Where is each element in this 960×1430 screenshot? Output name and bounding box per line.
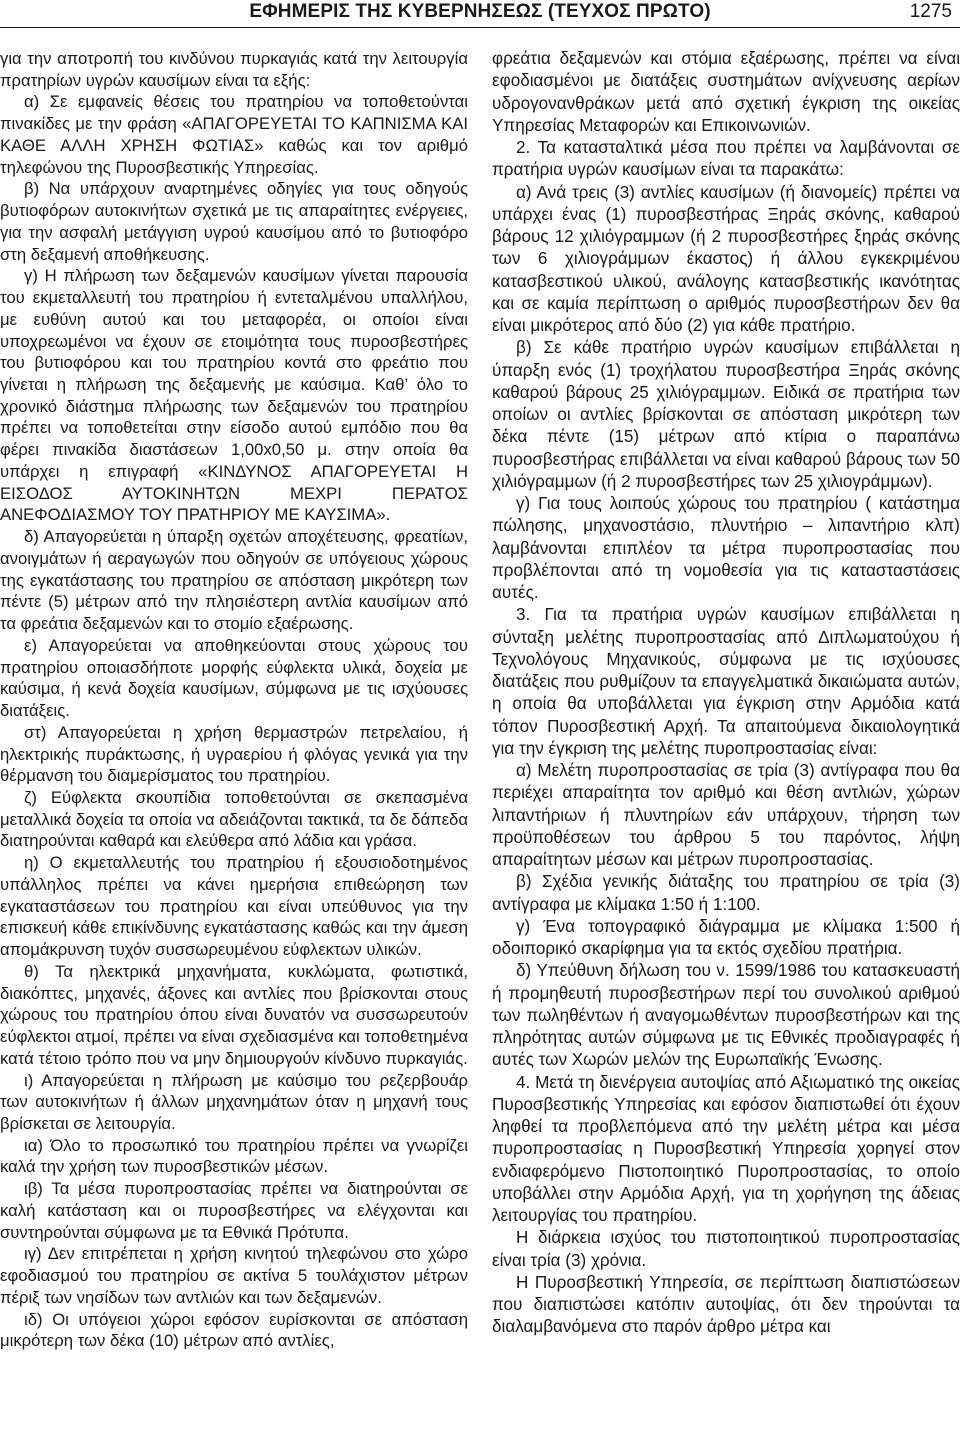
paragraph: ε) Απαγορεύεται να αποθηκεύονται στους χώρους του πρατηρίου οποιασδήποτε μορφής εύφλεκτα υλικά, δοχεία με καύσιμα, ή κενά δοχεία καυσίμων, σύμφωνα με τις ισχύουσες διατάξεις. [0,635,468,721]
paragraph: η) Ο εκμεταλλευτής του πρατηρίου ή εξουσιοδοτημένος υπάλληλος πρέπει να κάνει ημερήσια επιθεώρηση των εγκαταστάσεων του πρατηρίου και είναι υπεύθυνος για την επισκευή κάθε επικίνδυνης εγκατάστασης καθώς και την άμεση απομάκρυνση τυχόν συσσωρευμένου εύφλεκτων υλικών. [0,853,468,960]
gazette-title: ΕΦΗΜΕΡΙΣ ΤΗΣ ΚΥΒΕΡΝΗΣΕΩΣ (ΤΕΥΧΟΣ ΠΡΩΤΟ) [249,1,711,22]
paragraph: Η Πυροσβεστική Υπηρεσία, σε περίπτωση διαπιστώσεων που διαπιστώσει κατόπιν αυτοψίας, ότι δεν τηρούνται τα διαλαμβανόμενα στο παρόν άρθρο μέτρα και [492,1272,960,1337]
paragraph: 4. Μετά τη διενέργεια αυτοψίας από Αξιωματικό της οικείας Πυροσβεστικής Υπηρεσίας και εφόσον διαπιστωθεί ότι έχουν ληφθεί τα προβλεπόμενα από την μελέτη μέτρα και μέσα πυροπροστασίας η Πυροσβεστική Υπηρεσία χορηγεί στον ενδιαφερόμενο Πιστοποιητικό Πυροπροστασίας, το οποίο υποβάλλει στην Αρμόδια Αρχή, για τη χορήγηση της άδειας λειτουργίας του πρατηρίου. [492,1072,960,1225]
paragraph: α) Ανά τρεις (3) αντλίες καυσίμων (ή διανομείς) πρέπει να υπάρχει ένας (1) πυροσβεστήρας Ξηράς σκόνης, καθαρού βάρους 12 χιλιόγραμμων (ή 2 πυροσβεστήρες ξηράς σκόνης των 6 χιλιογράμμων έκαστος) ή άλλου εγκεκριμένου κατασβεστικού υλικού, ανάλογης κατασβεστικής ικανότητας και σε καμία περίπτωση ο αριθμός πυροσβεστήρων δεν θα είναι μικρότερος από δύο (2) για κάθε πρατήριο. [492,182,960,335]
page-number: 1275 [909,1,952,22]
paragraph: 3. Για τα πρατήρια υγρών καυσίμων επιβάλλεται η σύνταξη μελέτης πυροπροστασίας από Διπλωματούχου ή Τεχνολόγους Μηχανικούς, σύμφωνα με τις ισχύουσες διατάξεις που ρυθμίζουν τα επαγγελματικά δικαιώματα αυτών, η οποία θα υποβάλλεται για έγκριση στην Αρμόδια κατά τόπον Πυροσβεστική Αρχή. Τα απαιτούμενα δικαιολογητικά για την έγκριση της μελέτης πυροπροστασίας είναι: [492,605,960,758]
paragraph: δ) Υπεύθυνη δήλωση του ν. 1599/1986 του κατασκευαστή ή προμηθευτή πυροσβεστήρων περί του συνολικού αριθμού των πωληθέντων ή αναγομωθέντων πυροσβεστήρων και της πληρότητας αυτών σύμφωνα με τις Εθνικές προδιαγραφές ή αυτές των Χωρών μελών της Ευρωπαϊκής Ένωσης. [492,961,960,1070]
paragraph: φρεάτια δεξαμενών και στόμια εξαέρωσης, πρέπει να είναι εφοδιασμένοι με διατάξεις συστημάτων ανίχνευσης αερίων υδρογονανθράκων μετά από σχετική έγκριση της οικείας Υπηρεσίας Μεταφορών και Επικοινωνιών. [492,49,960,135]
paragraph: ιγ) Δεν επιτρέπεται η χρήση κινητού τηλεφώνου στο χώρο εφοδιασμού του πρατηρίου σε ακτίνα 5 τουλάχιστον μέτρων πέριξ των νησίδων των αντλιών και των δεξαμενών. [0,1244,468,1307]
paragraph: α) Σε εμφανείς θέσεις του πρατηρίου να τοποθετούνται πινακίδες με την φράση «ΑΠΑΓΟΡΕΥΕΤΑΙ ΤΟ ΚΑΠΝΙΣΜΑ ΚΑΙ ΚΑΘΕ ΑΛΛΗ ΧΡΗΣΗ ΦΩΤΙΑΣ» καθώς και τον αριθμό τηλεφώνου της Πυροσβεστικής Υπηρεσίας. [0,92,468,177]
page-header [0,0,960,26]
paragraph: γ) Ένα τοπογραφικό διάγραμμα με κλίμακα 1:500 ή οδοιπορικό σκαρίφημα για τα εκτός σχεδίου πρατήρια. [492,916,960,958]
paragraph: γ) Για τους λοιπούς χώρους του πρατηρίου ( κατάστημα πώλησης, μηχανοστάσιο, πλυντήριο – λιπαντήριο κλπ) λαμβάνονται επιπλέον τα μέτρα πυροπροστασίας που προβλέπονται από τη νομοθεσία για τις κατασταστάσεις αυτές. [492,494,960,602]
paragraph: δ) Απαγορεύεται η ύπαρξη οχετών αποχέτευσης, φρεατίων, ανοιγμάτων ή αεραγωγών που οδηγούν σε υπόγειους χώρους της εγκατάστασης του πρατηρίου σε απόσταση μικρότερη των πέντε (5) μέτρων από την πλησιέστερη αντλία καυσίμων από τα φρεάτια δεξαμενών και το στομίο εξαέρωσης. [0,527,468,634]
paragraph: για την αποτροπή του κινδύνου πυρκαγιάς κατά την λειτουργία πρατηρίων υγρών καυσίμων είναι τα εξής: [0,49,468,90]
header-rule [0,27,960,28]
left-column [0,48,468,1426]
paragraph: β) Σχέδια γενικής διάταξης του πρατηρίου σε τρία (3) αντίγραφα με κλίμακα 1:50 ή 1:100. [492,872,960,914]
paragraph: στ) Απαγορεύεται η χρήση θερμαστρών πετρελαίου, ή ηλεκτρικής πυράκτωσης, ή υγραερίου ή φλόγας γενικά για την θέρμανση του διαμερίσματος του πρατηρίου. [0,722,468,786]
paragraph: ζ) Εύφλεκτα σκουπίδια τοποθετούνται σε σκεπασμένα μεταλλικά δοχεία τα οποία να αδειάζονται τακτικά, τα δε δάπεδα διατηρούνται καθαρά και ελεύθερα από λάδια και γράσα. [0,787,468,851]
paragraph: ιδ) Οι υπόγειοι χώροι εφόσον ευρίσκονται σε απόσταση μικρότερη των δέκα (10) μέτρων από αντλίες, [0,1309,468,1351]
paragraph: ι) Απαγορεύεται η πλήρωση με καύσιμο του ρεζερβουάρ των αυτοκινήτων ή άλλων μηχανημάτων όταν η μηχανή τους βρίσκεται σε λειτουργία. [0,1070,468,1133]
paragraph: β) Σε κάθε πρατήριο υγρών καυσίμων επιβάλλεται η ύπαρξη ενός (1) τροχήλατου πυροσβεστήρα Ξηράς σκόνης καθαρού βάρους 25 χιλιόγραμμων. Ειδικά σε πρατήρια των οποίων οι αντλίες βρίσκονται σε απόσταση μικρότερη των δέκα πέντε (15) μέτρων από κτίρια ο παραπάνω πυροσβεστήρας επιβάλλεται να είναι καθαρού βάρους των 50 χιλιόγραμμων (ή 2 πυροσβεστήρες των 25 χιλιογράμμων). [492,338,960,491]
paragraph: Η διάρκεια ισχύος του πιστοποιητικού πυροπροστασίας είναι τρία (3) χρόνια. [492,1228,960,1270]
right-column [492,48,960,1426]
paragraph: ια) Όλο το προσωπικό του πρατηρίου πρέπει να γνωρίζει καλά την χρήση των πυροσβεστικών μέσων. [0,1135,468,1177]
paragraph: 2. Τα κατασταλτικά μέσα που πρέπει να λαμβάνονται σε πρατήρια υγρών καυσίμων είναι τα παρακάτω: [492,138,960,180]
paragraph: ιβ) Τα μέσα πυροπροστασίας πρέπει να διατηρούνται σε καλή κατάσταση και οι πυροσβεστήρες να ελέγχονται και συντηρούνται σύμφωνα με τα Εθνικά Πρότυπα. [0,1179,468,1242]
paragraph: β) Να υπάρχουν αναρτημένες οδηγίες για τους οδηγούς βυτιοφόρων αυτοκινήτων σχετικά με τις απαραίτητες ενέργειες, για την ασφαλή μετάγγιση υγρού καυσίμου από το βυτιοφόρο στη δεξαμενή αποθήκευσης. [0,179,468,264]
paragraph: θ) Τα ηλεκτρικά μηχανήματα, κυκλώματα, φωτιστικά, διακόπτες, μηχανές, άξονες και αντλίες που βρίσκονται στους χώρους του πρατηρίου όπου είναι δυνατόν να συσσωρευτούν εύφλεκτοι ατμοί, πρέπει να είναι σχεδιασμένα και τοποθετημένα κατά τέτοιο τρόπο που να μην δημιουργούν κίνδυνο πυρκαγιάς. [0,961,468,1068]
paragraph: α) Μελέτη πυροπροστασίας σε τρία (3) αντίγραφα που θα περιέχει απαραίτητα τον αριθμό και θέση αντλιών, χώρων λιπαντήριων ή πλυντηρίων εάν υπάρχουν, τήρηση των προϋποθέσεων του άρθρου 5 του παρόντος, λήψη απαραίτητων μέσων και μέτρων πυροπροστασίας. [492,761,960,869]
paragraph: γ) Η πλήρωση των δεξαμενών καυσίμων γίνεται παρουσία του εκμεταλλευτή του πρατηρίου ή εντεταλμένου υπαλλήλου, με ευθύνη αυτού και του μεταφορέα, οι οποίοι είναι υποχρεωμένοι να έχουν σε ετοιμότητα τους πυροσβεστήρες του βυτιοφόρου και του πρατηρίου κοντά στο φρεάτιο που γίνεται η πλήρωση της δεξαμενής με καύσιμα. Καθ’ όλο το χρονικό διάστημα πλήρωσης των δεξαμενών του πρατηρίου πρέπει να τοποθετείται στην είσοδο αυτού εμπόδιο που θα φέρει πινακίδα διαστάσεων 1,00x0,50 μ. στην οποία θα υπάρχει η επιγραφή «ΚΙΝΔΥΝΟΣ ΑΠΑΓΟΡΕΥΕΤΑΙ Η ΕΙΣΟΔΟΣ ΑΥΤΟΚΙΝΗΤΩΝ ΜΕΧΡΙ ΠΕΡΑΤΟΣ ΑΝΕΦΟΔΙΑΣΜΟΥ ΤΟΥ ΠΡΑΤΗΡΙΟΥ ΜΕ ΚΑΥΣΙΜΑ». [0,266,468,525]
